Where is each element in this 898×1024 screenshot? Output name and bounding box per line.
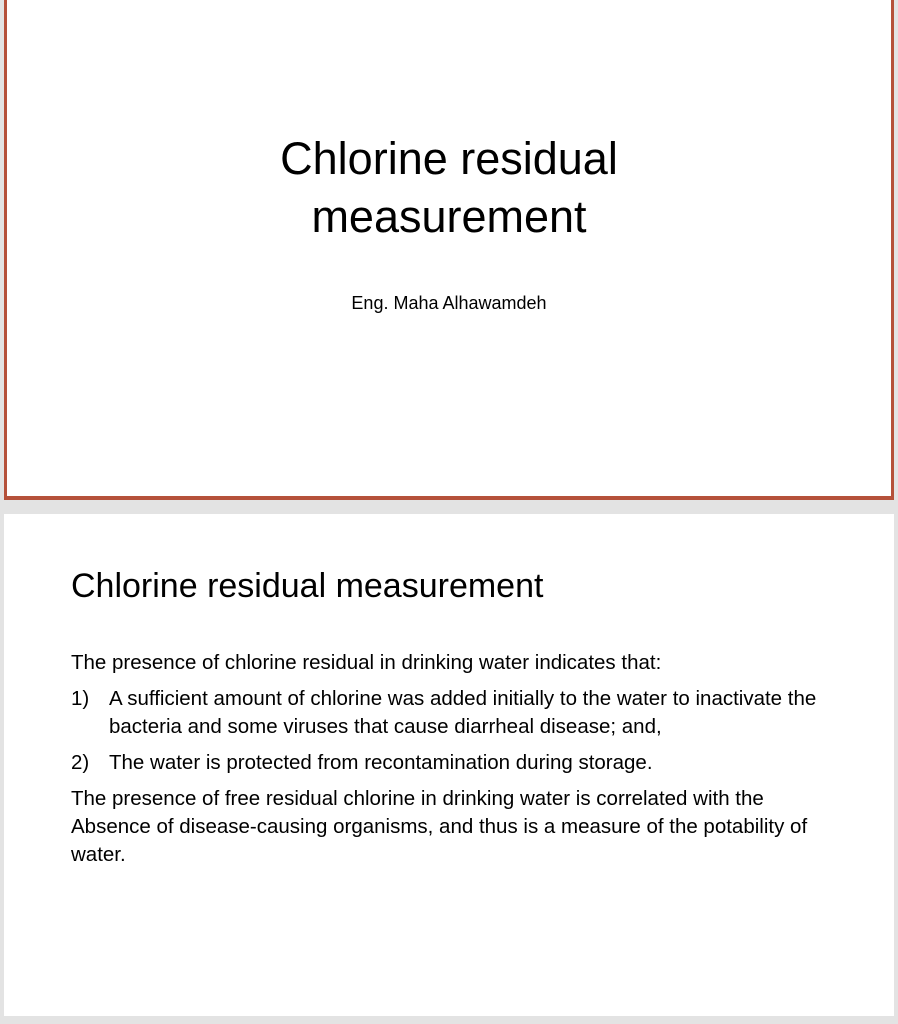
slide-author: Eng. Maha Alhawamdeh (351, 293, 547, 313)
slide-title-line-2: measurement (311, 191, 587, 242)
conclusion-paragraph: The presence of free residual chlorine in drinking water is correlated with the Absence of disease-causing organisms, and thus is a measure of the potability of water. (71, 787, 808, 866)
list-item-number: 1) (71, 687, 90, 710)
list-item (71, 749, 824, 777)
slide-title (7, 130, 891, 246)
slide-title-line-1: Chlorine residual (280, 133, 618, 184)
intro-paragraph: The presence of chlorine residual in drinking water indicates that: (71, 651, 662, 674)
content-slide (4, 514, 894, 1016)
slide-body (71, 649, 824, 869)
title-slide (4, 0, 894, 500)
list-item-number: 2) (71, 751, 90, 774)
list-item (71, 685, 824, 741)
slide-heading: Chlorine residual measurement (71, 567, 544, 605)
list-item-text: The water is protected from recontamination during storage. (109, 751, 653, 774)
list-item-text: A sufficient amount of chlorine was added initially to the water to inactivate the bacteria and some viruses that cause diarrheal disease; and, (109, 687, 817, 738)
